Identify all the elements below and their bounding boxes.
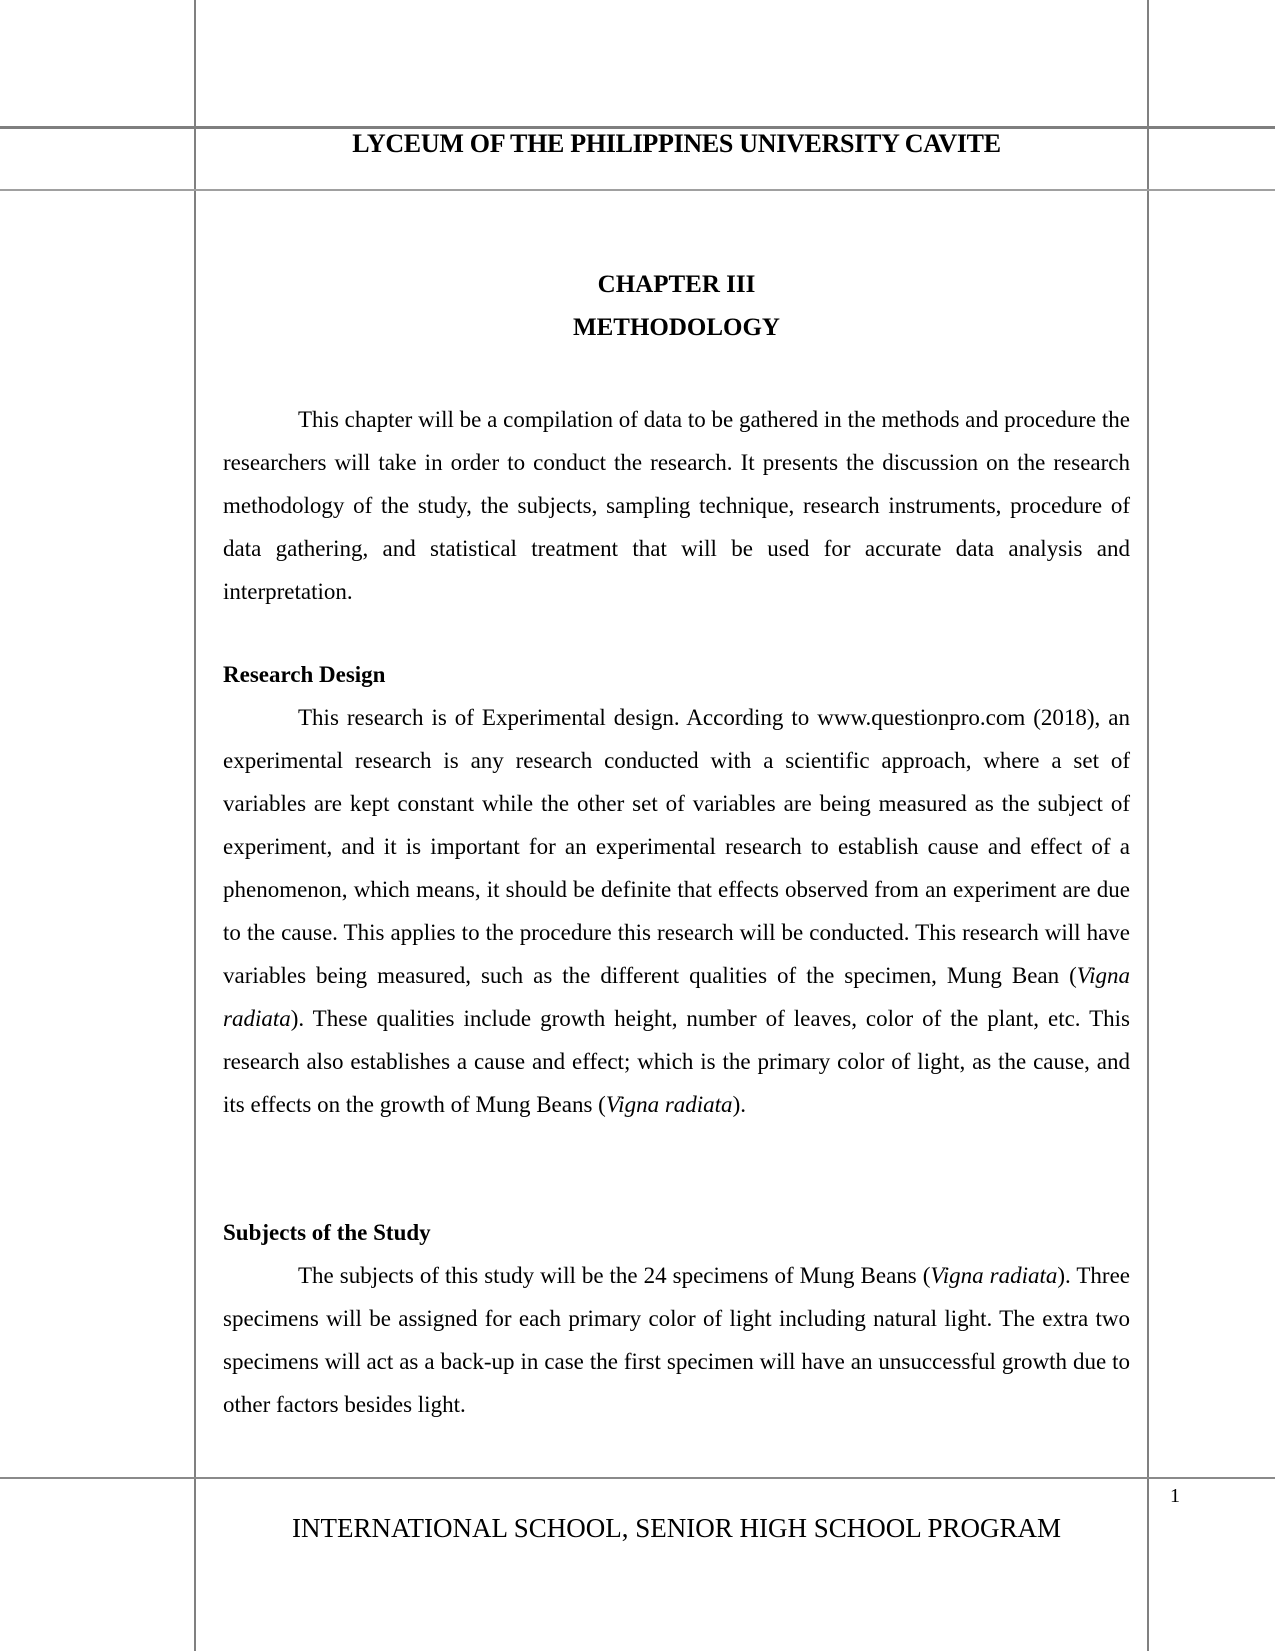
- chapter-title: [223, 263, 1130, 349]
- paragraph-introduction: This chapter will be a compilation of data to be gathered in the methods and procedure the researchers will take in order to conduct the research. It presents the discussion on the research methodology of the study, the subjects, sampling technique, research instruments, procedure of data gathering, and statistical treatment that will be used for accurate data analysis and interpretation.: [223, 407, 1130, 604]
- chapter-number: CHAPTER III: [597, 271, 756, 298]
- template-border-vertical-left: [194, 0, 196, 1651]
- page-footer-title: INTERNATIONAL SCHOOL, SENIOR HIGH SCHOOL PROGRAM: [291, 1513, 1061, 1543]
- section-heading-subjects-of-the-study: Subjects of the Study: [223, 1220, 431, 1245]
- section-heading-research-design: Research Design: [223, 662, 386, 687]
- page-number: 1: [1170, 1485, 1180, 1507]
- chapter-name: METHODOLOGY: [573, 314, 780, 341]
- paragraph-subjects-of-the-study: The subjects of this study will be the 24 specimens of Mung Beans (Vigna radiata). Three specimens will be assigned for each primary color of light including natural light. The extra two specimens will act as a back-up in case the first specimen will have an unsuccessful growth due to other factors besides light.: [223, 1263, 1130, 1417]
- page-header-title: LYCEUM OF THE PHILIPPINES UNIVERSITY CAVITE: [352, 129, 1001, 158]
- document-body: [223, 0, 1130, 1651]
- paragraph-research-design: This research is of Experimental design. According to www.questionpro.com (2018), an experimental research is any research conducted with a scientific approach, where a set of variables are kept constant while the other set of variables are being measured as the subject of experiment, and it is important for an experimental research to establish cause and effect of a phenomenon, which means, it should be definite that effects observed from an experiment are due to the cause. This applies to the procedure this research will be conducted. This research will have variables being measured, such as the different qualities of the specimen, Mung Bean (Vigna radiata). These qualities include growth height, number of leaves, color of the plant, etc. This research also establishes a cause and effect; which is the primary color of light, as the cause, and its effects on the growth of Mung Beans (Vigna radiata).: [223, 705, 1130, 1117]
- template-border-vertical-right: [1147, 0, 1149, 1651]
